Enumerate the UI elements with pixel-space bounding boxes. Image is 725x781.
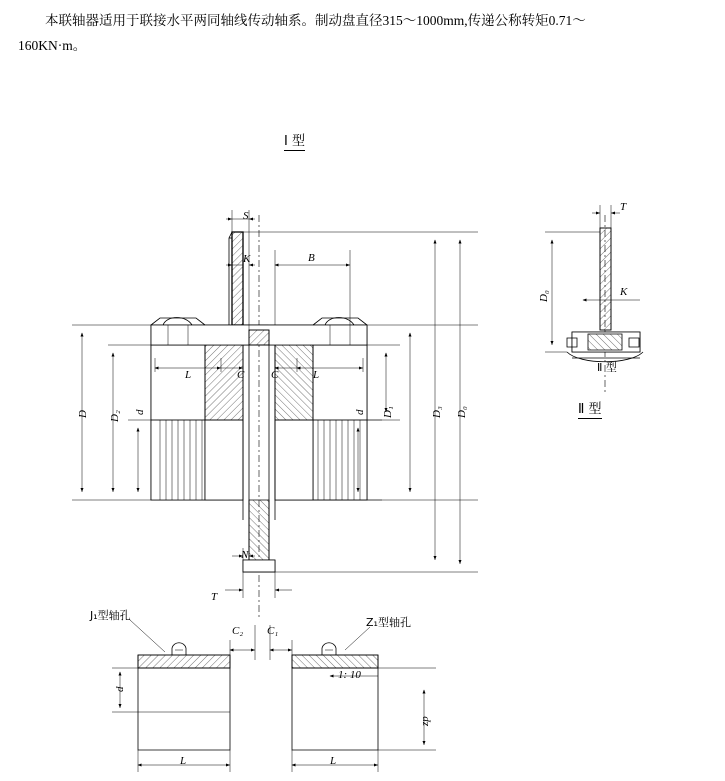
dim-label-d-left: d bbox=[134, 409, 146, 415]
dim-label-C-left: C bbox=[237, 369, 245, 381]
figure-title-type-i: Ⅰ 型 bbox=[284, 134, 305, 149]
dim-label-D3: D₃ bbox=[431, 406, 443, 418]
dim-label-L-right: L bbox=[313, 369, 320, 381]
label-j1-bore: J₁型轴孔 bbox=[90, 609, 131, 622]
dim-label-L-z1: L bbox=[330, 755, 337, 767]
intro-line-2: 160KN·m。 bbox=[18, 38, 87, 53]
dim-label-C2: C₂ bbox=[232, 625, 244, 637]
dim-label-C1: C₁ bbox=[267, 625, 279, 637]
dim-label-K-type-ii: K bbox=[620, 286, 628, 298]
dim-label-D: D bbox=[77, 410, 89, 418]
dim-label-C-right: C bbox=[271, 369, 279, 381]
dim-label-T-type-ii: T bbox=[620, 201, 627, 213]
dim-label-S: S bbox=[243, 210, 249, 222]
dim-label-zp: zp bbox=[419, 716, 431, 726]
dim-label-T-main: T bbox=[211, 591, 218, 603]
dim-label-L-left: L bbox=[185, 369, 192, 381]
figure-title-type-ii: Ⅱ 型 bbox=[578, 402, 602, 417]
dim-label-B: B bbox=[308, 252, 315, 264]
dim-label-D2: D₂ bbox=[109, 410, 121, 422]
dim-label-N: N bbox=[241, 549, 249, 561]
intro-line-1: 本联轴器适用于联接水平两同轴线传动轴系。制动盘直径315～1000mm,传递公称转矩0.71～ bbox=[45, 13, 586, 28]
dim-label-L-j1: L bbox=[180, 755, 187, 767]
label-taper-ratio: 1: 10 bbox=[338, 669, 361, 681]
label-z1-bore: Z₁型轴孔 bbox=[366, 616, 411, 629]
dim-label-D0-type-ii: D₀ bbox=[538, 290, 550, 302]
dim-label-D0: D₀ bbox=[456, 406, 468, 418]
dim-label-D1: D₁ bbox=[382, 406, 394, 418]
figure-inner-label-type-ii: Ⅱ 型 bbox=[597, 361, 617, 374]
dim-label-K: K bbox=[243, 253, 251, 265]
dim-label-d-right: d bbox=[354, 409, 366, 415]
dim-label-d-bore: d bbox=[114, 686, 126, 692]
